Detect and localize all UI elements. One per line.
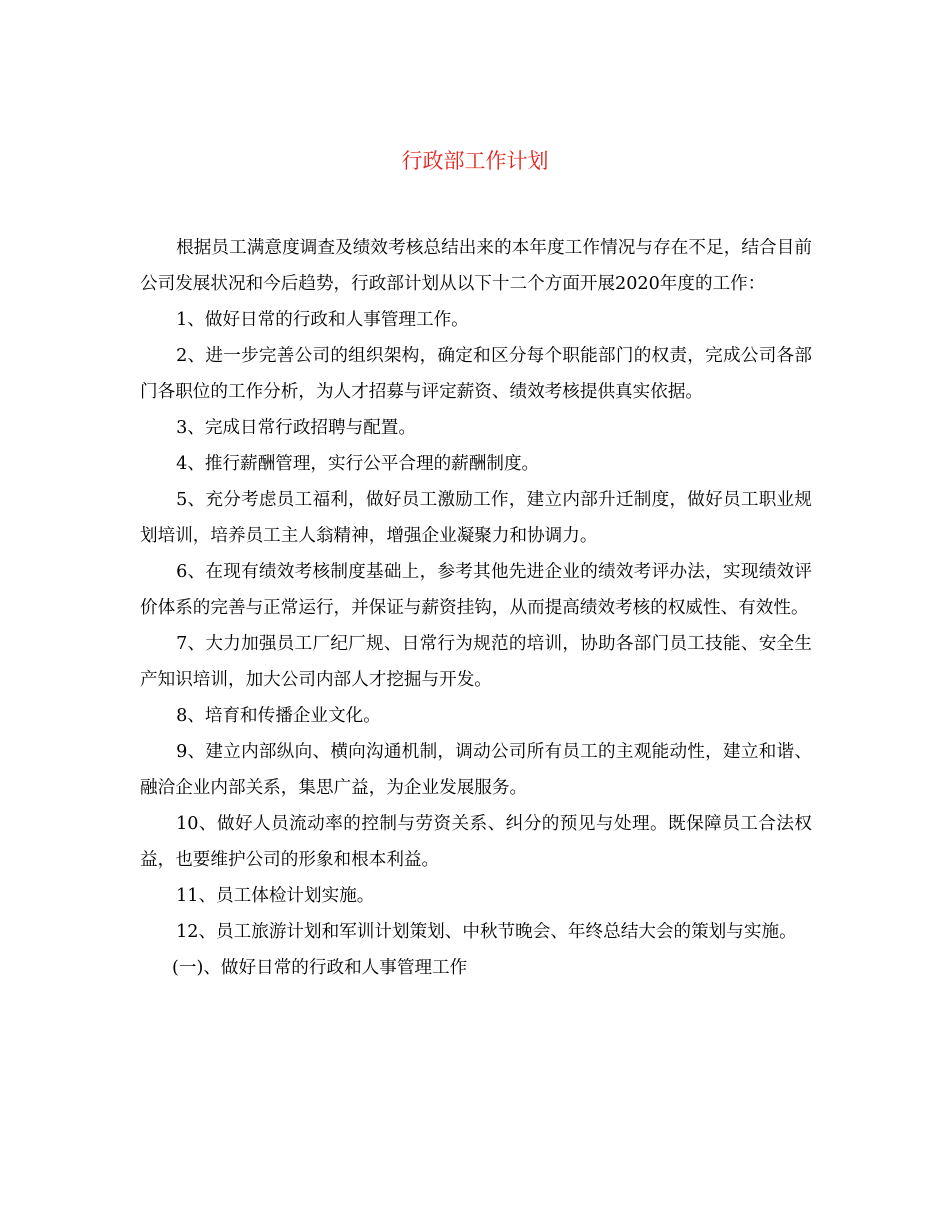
plan-item-3: 3、完成日常行政招聘与配置。 bbox=[176, 418, 416, 438]
plan-item-7: 7、大力加强员工厂纪厂规、日常行为规范的培训，协助各部门员工技能、安全生产知识培训，加大公司内部人才挖掘与开发。 bbox=[140, 634, 812, 690]
section-heading: (一)、做好日常的行政和人事管理工作 bbox=[172, 958, 468, 978]
document-body bbox=[140, 230, 812, 986]
plan-item-1: 1、做好日常的行政和人事管理工作。 bbox=[176, 310, 469, 330]
plan-item-6: 6、在现有绩效考核制度基础上，参考其他先进企业的绩效考评办法，实现绩效评价体系的完善与正常运行，并保证与薪资挂钩，从而提高绩效考核的权威性、有效性。 bbox=[140, 562, 812, 618]
plan-item-11: 11、员工体检计划实施。 bbox=[176, 886, 375, 906]
plan-item-2: 2、进一步完善公司的组织架构，确定和区分每个职能部门的权责，完成公司各部门各职位的工作分析，为人才招募与评定薪资、绩效考核提供真实依据。 bbox=[140, 346, 812, 402]
intro-paragraph: 根据员工满意度调查及绩效考核总结出来的本年度工作情况与存在不足，结合目前公司发展状况和今后趋势，行政部计划从以下十二个方面开展2020年度的工作： bbox=[140, 238, 812, 294]
plan-item-8: 8、培育和传播企业文化。 bbox=[176, 706, 381, 726]
plan-item-5: 5、充分考虑员工福利，做好员工激励工作，建立内部升迁制度，做好员工职业规划培训，培养员工主人翁精神，增强企业凝聚力和协调力。 bbox=[140, 490, 812, 546]
plan-item-10: 10、做好人员流动率的控制与劳资关系、纠分的预见与处理。既保障员工合法权益，也要维护公司的形象和根本利益。 bbox=[140, 814, 812, 870]
document-title: 行政部工作计划 bbox=[401, 149, 549, 173]
plan-item-9: 9、建立内部纵向、横向沟通机制，调动公司所有员工的主观能动性，建立和谐、融洽企业内部关系，集思广益，为企业发展服务。 bbox=[140, 742, 812, 798]
plan-item-4: 4、推行薪酬管理，实行公平合理的薪酬制度。 bbox=[176, 454, 540, 474]
plan-item-12: 12、员工旅游计划和军训计划策划、中秋节晚会、年终总结大会的策划与实施。 bbox=[176, 922, 797, 942]
